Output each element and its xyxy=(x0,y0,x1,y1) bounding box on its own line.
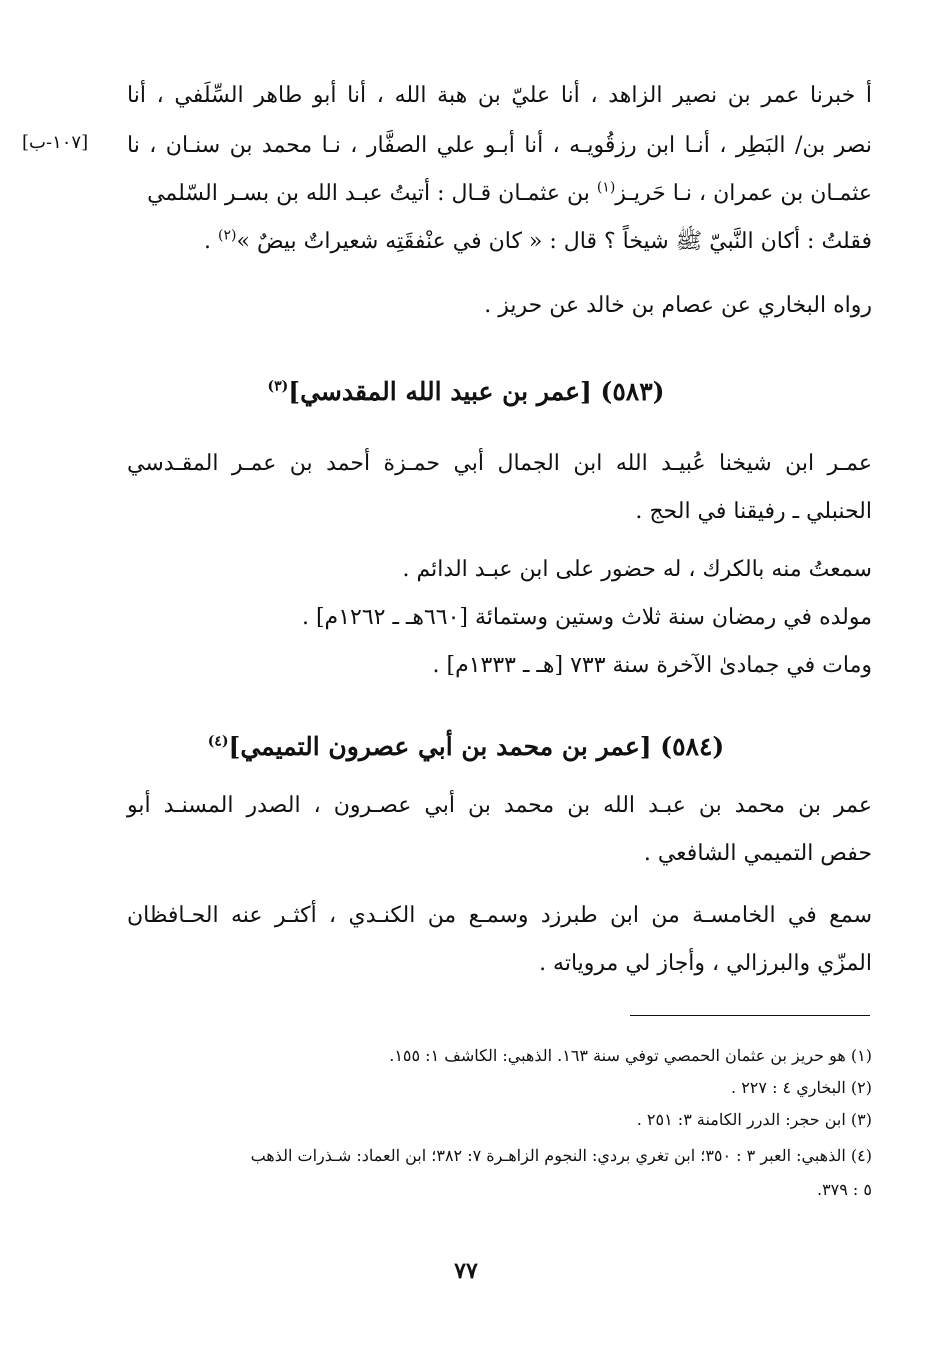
entry-583-line-2: الحنبلي ـ رفيقنا في الحج . xyxy=(635,499,872,524)
line-4-text: فقلتُ : أكان النَّبيّ ﷺ شيخاً ؟ قال : « كان في عنْفقَتِه شعيراتٌ بيضٌ » xyxy=(236,229,872,254)
footnote-ref-2: (٢) xyxy=(218,227,237,244)
entry-583-line-1: عمـر ابن شيخنا عُبيـد الله ابن الجمال أبي حمـزة أحمد بن عمـر المقـدسي xyxy=(127,451,872,476)
entry-582-line-3 xyxy=(127,170,872,218)
entry-584-line-4: المزّي والبرزالي ، وأجاز لي مروياته . xyxy=(539,951,872,976)
entry-582-narration: رواه البخاري عن عصام بن خالد عن حريز . xyxy=(484,293,872,318)
line-3-start: عثمـان بن عمران ، نـا حَريـز xyxy=(615,181,872,206)
footnote-4: (٤) الذهبي: العبر ٣ : ٣٥٠؛ ابن تغري بردي: النجوم الزاهـرة ٧: ٣٨٢؛ ابن العماد: شـذرات الذهب xyxy=(250,1146,872,1165)
entry-584-line-2: حفص التميمي الشافعي . xyxy=(643,841,872,866)
line-3-rest: بن عثمـان قـال : أتيتُ عبـد الله بن بسـر السّلمي xyxy=(147,181,597,206)
entry-584-line-1: عمر بن محمد بن عبـد الله بن محمد بن أبي عصـرون ، الصدر المسنـد أبو xyxy=(127,793,872,818)
footnote-3: (٣) ابن حجر: الدرر الكامنة ٣: ٢٥١ . xyxy=(636,1110,872,1129)
footnote-1: (١) هو حريز بن عثمان الحمصي توفي سنة ١٦٣. الذهبي: الكاشف ١: ١٥٥. xyxy=(389,1046,872,1065)
footnote-separator xyxy=(630,1015,870,1016)
footnote-ref-3: (٣) xyxy=(267,378,289,395)
entry-582-line-4 xyxy=(127,218,872,266)
entry-583-line-5: ومات في جمادىٰ الآخرة سنة ٧٣٣ [هـ ـ ١٣٣٣م] . xyxy=(432,653,872,678)
entry-583-title: (٥٨٣) [عمر بن عبيد الله المقدسي] xyxy=(288,377,665,406)
margin-folio-note: [١٠٧-ب] xyxy=(22,132,89,153)
footnote-2: (٢) البخاري ٤ : ٢٢٧ . xyxy=(731,1078,872,1097)
entry-582-line-2: نصر بن/ البَطِر ، أنـا ابن رزقُويـه ، أنا أبـو علي الصفَّار ، نـا محمد بن سنـان ، نا xyxy=(127,133,872,158)
entry-584-heading xyxy=(60,727,872,767)
entry-582-line-1: أ خبرنا عمر بن نصير الزاهد ، أنا عليّ بن هبة الله ، أنا أبو طاهر السِّلَفي ، أنا xyxy=(127,83,872,108)
footnote-ref-4: (٤) xyxy=(207,733,229,750)
entry-584-line-3: سمع في الخامسـة من ابن طبرزد وسمـع من الكنـدي ، أكثـر عنه الحـافظان xyxy=(127,903,872,928)
page-number: ٧٧ xyxy=(454,1258,478,1284)
footnote-ref-1: (١) xyxy=(596,179,616,196)
entry-583-line-3: سمعتُ منه بالكرك ، له حضور على ابن عبـد الدائم . xyxy=(402,557,872,582)
entry-583-heading xyxy=(60,372,872,412)
entry-583-line-4: مولده في رمضان سنة ثلاث وستين وستمائة [٦٦٠هـ ـ ١٢٦٢م] . xyxy=(301,605,872,630)
line-4-end: . xyxy=(204,229,219,254)
entry-584-title: (٥٨٤) [عمر بن محمد بن أبي عصرون التميمي] xyxy=(228,732,725,761)
footnote-4-continued: ٥ : ٣٧٩. xyxy=(816,1180,872,1199)
